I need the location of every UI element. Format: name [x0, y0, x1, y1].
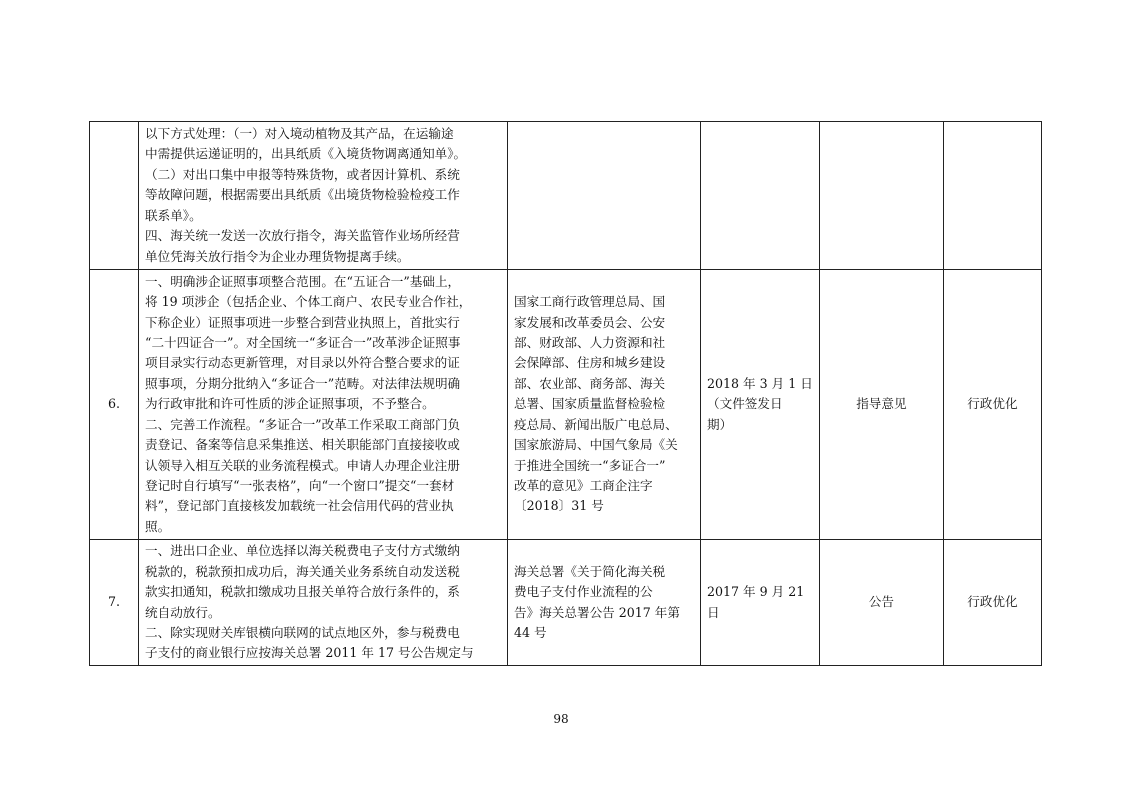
content-line: 中需提供运递证明的，出具纸质《入境货物调离通知单》。 [145, 146, 467, 162]
date-line: 日 [707, 604, 720, 620]
content-line: 一、明确涉企证照事项整合范围。在“五证合一”基础上， [145, 273, 461, 289]
category-cell [943, 122, 1041, 270]
content-line: 税款的，税款预扣成功后，海关通关业务系统自动发送税 [145, 563, 460, 579]
row-index: 7. [90, 540, 139, 666]
content-cell [139, 122, 508, 270]
basis-cell [508, 270, 701, 540]
regulation-table [89, 121, 1042, 666]
table-row [90, 270, 1042, 540]
content-cell [139, 540, 508, 666]
basis-line: 告》海关总署公告 2017 年第 [514, 604, 680, 620]
content-line: 四、海关统一发送一次放行指令，海关监管作业场所经营 [145, 228, 460, 244]
basis-line: 总署、国家质量监督检验检 [514, 396, 666, 412]
table-row [90, 540, 1042, 666]
content-line: 二、完善工作流程。“多证合一”改革工作采取工商部门负 [145, 416, 461, 432]
date-line: 期） [707, 416, 733, 432]
basis-line: 家发展和改革委员会、公安 [514, 314, 666, 330]
basis-line: 国家旅游局、中国气象局《关 [514, 437, 678, 453]
category-cell: 行政优化 [943, 270, 1041, 540]
content-line: 将 19 项涉企（包括企业、个体工商户、农民专业合作社， [145, 294, 472, 310]
date-line: （文件签发日 [707, 396, 783, 412]
page-number: 98 [553, 712, 569, 726]
content-line: （二）对出口集中申报等特殊货物，或者因计算机、系统 [145, 166, 460, 182]
content-line: 款实扣通知，税款扣缴成功且报关单符合放行条件的，系 [145, 584, 460, 600]
content-line: “二十四证合一”。对全国统一“多证合一”改革涉企证照事 [145, 335, 461, 351]
basis-line: 海关总署《关于简化海关税 [514, 563, 666, 579]
content-line: 等故障问题，根据需要出具纸质《出境货物检验检疫工作 [145, 187, 460, 203]
content-line: 登记时自行填写“一张表格”，向“一个窗口”提交“一套材 [145, 477, 455, 493]
basis-cell [508, 540, 701, 666]
content-line: 单位凭海关放行指令为企业办理货物提离手续。 [145, 248, 410, 264]
basis-cell [508, 122, 701, 270]
content-line: 为行政审批和许可性质的涉企证照事项，不予整合。 [145, 396, 435, 412]
row-index [90, 122, 139, 270]
basis-line: 部、农业部、商务部、海关 [514, 375, 666, 391]
content-line: 子支付的商业银行应按海关总署 2011 年 17 号公告规定与 [145, 645, 474, 661]
date-line: 2018 年 3 月 1 日 [707, 375, 813, 391]
date-cell [701, 270, 820, 540]
row-index: 6. [90, 270, 139, 540]
basis-line: 费电子支付作业流程的公 [514, 584, 653, 600]
basis-line: 会保障部、住房和城乡建设 [514, 355, 666, 371]
basis-line: 疫总局、新闻出版广电总局、 [514, 416, 678, 432]
content-line: 二、除实现财关库银横向联网的试点地区外，参与税费电 [145, 624, 460, 640]
table-body [90, 122, 1042, 666]
content-line: 统自动放行。 [145, 604, 221, 620]
content-line: 料”，登记部门直接核发加载统一社会信用代码的营业执 [145, 498, 454, 514]
content-line: 责登记、备案等信息采集推送、相关职能部门直接接收或 [145, 437, 460, 453]
basis-line: 44 号 [514, 624, 547, 640]
date-line: 2017 年 9 月 21 [707, 584, 805, 600]
date-cell [701, 540, 820, 666]
basis-line: 国家工商行政管理总局、国 [514, 294, 666, 310]
table-row [90, 122, 1042, 270]
content-line: 一、进出口企业、单位选择以海关税费电子支付方式缴纳 [145, 543, 460, 559]
basis-line: 部、财政部、人力资源和社 [514, 335, 666, 351]
content-line: 照。 [145, 518, 171, 534]
category-cell: 行政优化 [943, 540, 1041, 666]
form-cell [819, 122, 943, 270]
content-line: 以下方式处理：（一）对入境动植物及其产品，在运输途 [145, 126, 454, 142]
content-line: 联系单》。 [145, 207, 202, 223]
basis-line: 〔2018〕31 号 [514, 498, 604, 514]
basis-line: 于推进全国统一“多证合一” [514, 457, 666, 473]
content-line: 下称企业）证照事项进一步整合到营业执照上，首批实行 [145, 314, 460, 330]
form-cell: 公告 [819, 540, 943, 666]
form-cell: 指导意见 [819, 270, 943, 540]
content-cell [139, 270, 508, 540]
content-line: 项目录实行动态更新管理，对目录以外符合整合要求的证 [145, 355, 460, 371]
content-line: 认领导入相互关联的业务流程模式。申请人办理企业注册 [145, 457, 460, 473]
content-line: 照事项，分期分批纳入“多证合一”范畴。对法律法规明确 [145, 375, 461, 391]
basis-line: 改革的意见》工商企注字 [514, 477, 653, 493]
date-cell [701, 122, 820, 270]
